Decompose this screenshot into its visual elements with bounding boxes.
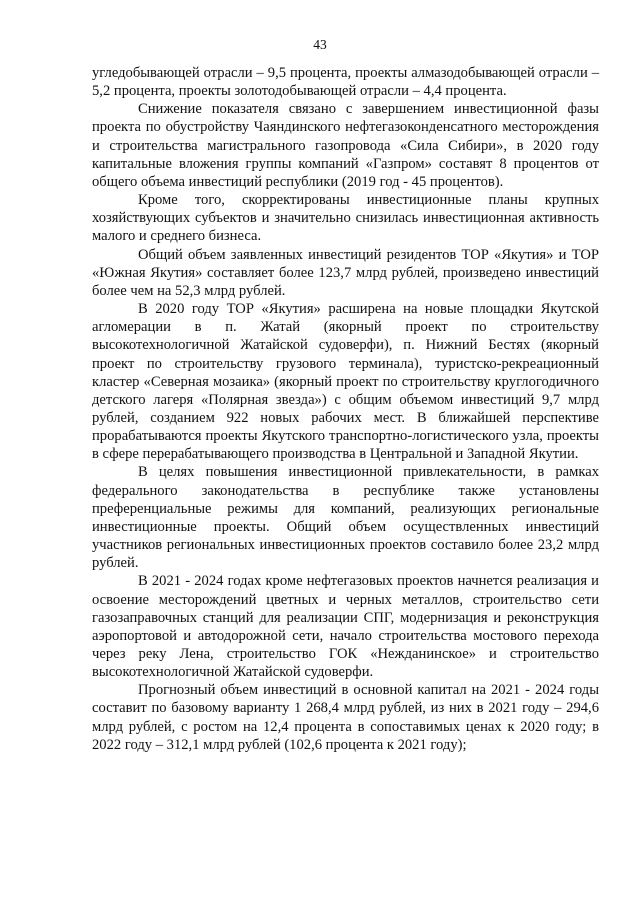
paragraph-2: Снижение показателя связано с завершением инвестиционной фазы проекта по обустройству Чаяндинского нефтегазоконденсатного месторождения и строительства магистрального газопровода «Сила Сибири», в 2020 году капитальные вложения группы компаний «Газпром» составят 8 процентов от общего объема инвестиций республики (2019 год - 45 процентов). — [92, 101, 599, 190]
paragraph-1: угледобывающей отрасли – 9,5 процента, проекты алмазодобывающей отрасли – 5,2 процента, проекты золотодобывающей отрасли – 4,4 процента. — [92, 65, 599, 100]
page-number: 43 — [313, 37, 327, 52]
paragraph-7: В 2021 - 2024 годах кроме нефтегазовых проектов начнется реализация и освоение месторождений цветных и черных металлов, строительство сети газозаправочных станций для реализации СПГ, модернизация и реконструкция аэропортовой и автодорожной сети, начало строительства мостового перехода через реку Лена, строительство ГОК «Нежданинское» и строительство высокотехнологичной Жатайской судоверфи. — [92, 573, 599, 681]
paragraph-5: В 2020 году ТОР «Якутия» расширена на новые площадки Якутской агломерации в п. Жатай (якорный проект по строительству высокотехнологичной Жатайской судоверфи), п. Нижний Бестях (якорный проект по строительству грузового терминала), туристско-рекреационный кластер «Северная мозаика» (якорный проект по строительству круглогодичного детского лагеря «Полярная звезда») с общим объемом инвестиций 9,7 млрд рублей, созданием 922 новых рабочих мест. В ближайшей перспективе прорабатываются проекты Якутского транспортно-логистического узла, проекты в сфере перерабатывающего производства в Центральной и Западной Якутии. — [92, 301, 599, 463]
paragraph-3: Кроме того, скорректированы инвестиционные планы крупных хозяйствующих субъектов и значительно снизилась инвестиционная активность малого и среднего бизнеса. — [92, 192, 599, 245]
paragraph-4: Общий объем заявленных инвестиций резидентов ТОР «Якутия» и ТОР «Южная Якутия» составляет более 123,7 млрд рублей, произведено инвестиций более чем на 52,3 млрд рублей. — [92, 246, 599, 299]
paragraph-6: В целях повышения инвестиционной привлекательности, в рамках федерального законодательства в республике также установлены преференциальные режимы для компаний, реализующих региональные инвестиционные проекты. Общий объем осуществленных инвестиций участников региональных инвестиционных проектов составило более 23,2 млрд рублей. — [92, 464, 599, 572]
paragraph-8: Прогнозный объем инвестиций в основной капитал на 2021 - 2024 годы составит по базовому варианту 1 268,4 млрд рублей, из них в 2021 году – 294,6 млрд рублей, с ростом на 12,4 процента в сопоставимых ценах к 2020 году; в 2022 году – 312,1 млрд рублей (102,6 процента к 2021 году); — [92, 682, 599, 753]
body-text — [92, 64, 599, 754]
